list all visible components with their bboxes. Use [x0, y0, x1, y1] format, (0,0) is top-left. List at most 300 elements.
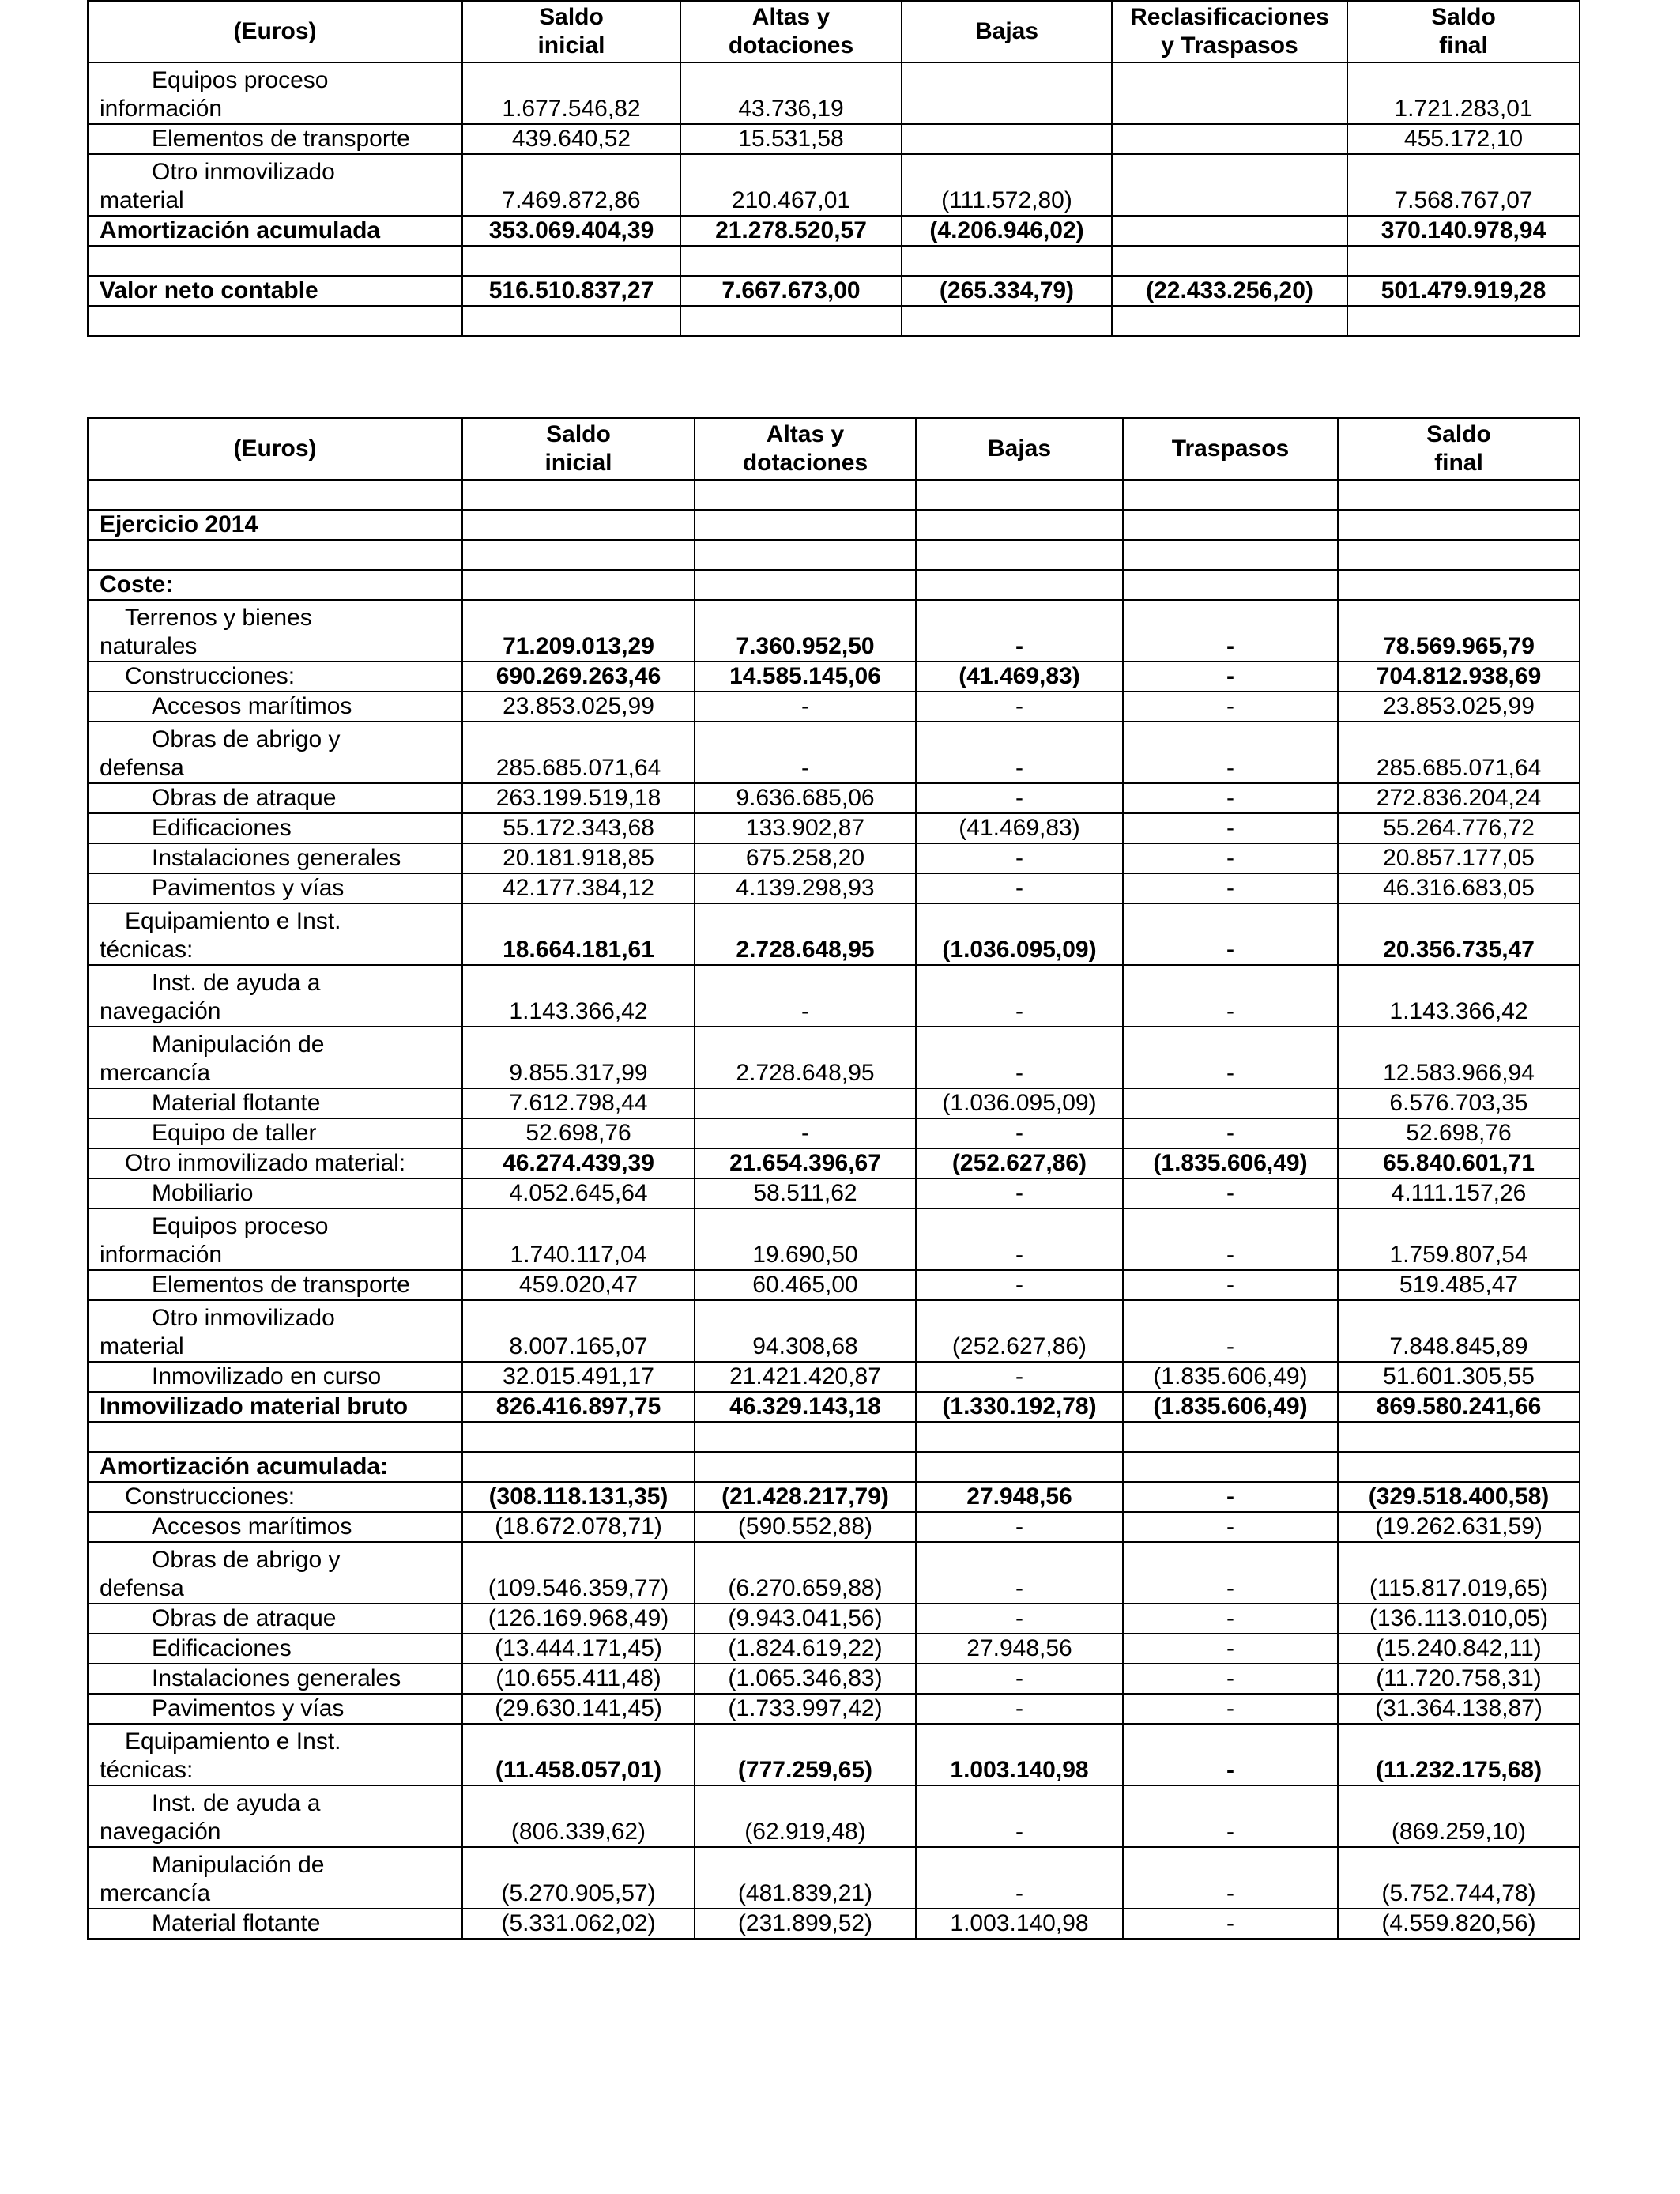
cell-value: 869.580.241,66: [1338, 1392, 1580, 1422]
table-row: [88, 154, 1580, 216]
table-row: [88, 1270, 1580, 1300]
row-label-text: Edificaciones: [152, 815, 292, 841]
cell-value: (4.559.820,56): [1338, 1909, 1580, 1939]
row-label-text: Valor neto contable: [100, 277, 318, 303]
cell-value: 7.667.673,00: [680, 276, 902, 306]
row-label-continuation: técnicas:: [100, 937, 194, 963]
cell-value: 1.003.140,98: [916, 1724, 1123, 1785]
row-label-text: [100, 1423, 450, 1451]
cell-value: [462, 480, 695, 510]
row-label-text: Pavimentos y vías: [152, 1695, 345, 1721]
table-row: [88, 1634, 1580, 1664]
row-label: [88, 1634, 462, 1664]
column-header-line: Traspasos: [1171, 435, 1290, 462]
row-label: [88, 1027, 462, 1088]
column-header-line: y Traspasos: [1161, 32, 1298, 58]
cell-value: (252.627,86): [916, 1148, 1123, 1178]
cell-value: -: [1123, 1604, 1338, 1634]
row-label-text: Otro inmovilizado: [152, 1305, 335, 1331]
row-label-text: [100, 481, 450, 509]
row-label-text: Edificaciones: [152, 1635, 292, 1661]
cell-value: -: [1123, 1300, 1338, 1362]
row-label: [88, 662, 462, 692]
cell-value: -: [1123, 1785, 1338, 1847]
cell-value: (10.655.411,48): [462, 1664, 695, 1694]
cell-value: (9.943.041,56): [695, 1604, 916, 1634]
table-row: [88, 1512, 1580, 1542]
column-header-line: dotaciones: [742, 450, 868, 476]
row-label: [88, 1604, 462, 1634]
column-header: [88, 1, 462, 62]
cell-value: (19.262.631,59): [1338, 1512, 1580, 1542]
column-header: [1112, 1, 1347, 62]
cell-value: -: [1123, 722, 1338, 783]
cell-value: -: [916, 1178, 1123, 1208]
table-row: [88, 1208, 1580, 1270]
cell-value: [1347, 306, 1580, 336]
column-header-line: Saldo: [1426, 421, 1491, 447]
cell-value: (1.330.192,78): [916, 1392, 1123, 1422]
cell-value: 675.258,20: [695, 843, 916, 873]
cell-value: 7.469.872,86: [462, 154, 680, 216]
cell-value: -: [916, 1270, 1123, 1300]
cell-value: 1.721.283,01: [1347, 62, 1580, 124]
row-label: [88, 1178, 462, 1208]
cell-value: 27.948,56: [916, 1634, 1123, 1664]
column-header: [1123, 418, 1338, 480]
row-label: [88, 1118, 462, 1148]
cell-value: -: [916, 873, 1123, 903]
cell-value: [902, 306, 1112, 336]
cell-value: [695, 540, 916, 570]
row-label-continuation: defensa: [100, 1575, 184, 1601]
cell-value: -: [695, 692, 916, 722]
cell-value: (22.433.256,20): [1112, 276, 1347, 306]
row-label: [88, 1088, 462, 1118]
row-label-continuation: naturales: [100, 633, 198, 659]
cell-value: 18.664.181,61: [462, 903, 695, 965]
table-row: [88, 965, 1580, 1027]
table-row: [88, 1724, 1580, 1785]
cell-value: 704.812.938,69: [1338, 662, 1580, 692]
cell-value: [680, 246, 902, 276]
cell-value: [695, 1422, 916, 1452]
cell-value: 6.576.703,35: [1338, 1088, 1580, 1118]
row-label: [88, 1422, 462, 1452]
row-label-continuation: información: [100, 96, 223, 122]
column-header-line: dotaciones: [728, 32, 854, 58]
cell-value: [916, 1452, 1123, 1482]
row-label: [88, 1362, 462, 1392]
cell-value: [1112, 306, 1347, 336]
cell-value: (231.899,52): [695, 1909, 916, 1939]
row-label-text: Equipo de taller: [152, 1120, 317, 1146]
row-label-text: Instalaciones generales: [152, 1665, 401, 1691]
cell-value: -: [916, 1118, 1123, 1148]
row-label-text: Elementos de transporte: [152, 126, 410, 152]
cell-value: (1.036.095,09): [916, 1088, 1123, 1118]
cell-value: 21.654.396,67: [695, 1148, 916, 1178]
cell-value: 43.736,19: [680, 62, 902, 124]
row-label: [88, 813, 462, 843]
cell-value: (1.835.606,49): [1123, 1392, 1338, 1422]
cell-value: -: [916, 1694, 1123, 1724]
cell-value: [1347, 246, 1580, 276]
row-label-text: Equipos proceso: [152, 67, 329, 93]
table-row: [88, 246, 1580, 276]
cell-value: 1.003.140,98: [916, 1909, 1123, 1939]
row-label-continuation: técnicas:: [100, 1757, 194, 1783]
cell-value: -: [916, 1785, 1123, 1847]
column-header-line: (Euros): [233, 18, 317, 44]
cell-value: -: [916, 1664, 1123, 1694]
asset-movements-table-2014: [87, 417, 1580, 1940]
cell-value: 1.740.117,04: [462, 1208, 695, 1270]
cell-value: [462, 246, 680, 276]
row-label: [88, 1452, 462, 1482]
cell-value: (15.240.842,11): [1338, 1634, 1580, 1664]
cell-value: (109.546.359,77): [462, 1542, 695, 1604]
asset-movements-table-continued: [87, 0, 1580, 337]
column-header-line: Bajas: [974, 18, 1039, 44]
cell-value: [1123, 1452, 1338, 1482]
cell-value: [902, 62, 1112, 124]
column-header: [695, 418, 916, 480]
table-row: [88, 276, 1580, 306]
cell-value: -: [1123, 903, 1338, 965]
cell-value: [1338, 510, 1580, 540]
row-label-text: Mobiliario: [152, 1180, 254, 1206]
row-label-text: Inst. de ayuda a: [152, 970, 321, 996]
cell-value: 455.172,10: [1347, 124, 1580, 154]
row-label-text: Terrenos y bienes: [125, 605, 312, 631]
cell-value: [462, 1452, 695, 1482]
row-label-text: Construcciones:: [125, 1483, 296, 1510]
row-label-text: Amortización acumulada:: [100, 1453, 389, 1480]
cell-value: -: [1123, 1847, 1338, 1909]
cell-value: -: [916, 1512, 1123, 1542]
row-label-text: [100, 541, 450, 569]
row-label-text: [100, 247, 450, 275]
row-label: [88, 965, 462, 1027]
cell-value: -: [1123, 1724, 1338, 1785]
table-row: [88, 62, 1580, 124]
cell-value: [1338, 1452, 1580, 1482]
row-label-text: Otro inmovilizado material:: [125, 1150, 406, 1176]
table-row: [88, 1604, 1580, 1634]
cell-value: -: [916, 1847, 1123, 1909]
table-row: [88, 1392, 1580, 1422]
table-row: [88, 843, 1580, 873]
cell-value: 2.728.648,95: [695, 903, 916, 965]
cell-value: -: [1123, 965, 1338, 1027]
cell-value: 55.264.776,72: [1338, 813, 1580, 843]
row-label: [88, 1300, 462, 1362]
row-label: [88, 1512, 462, 1542]
cell-value: 690.269.263,46: [462, 662, 695, 692]
cell-value: [1112, 62, 1347, 124]
row-label: [88, 1208, 462, 1270]
cell-value: 370.140.978,94: [1347, 216, 1580, 246]
cell-value: (13.444.171,45): [462, 1634, 695, 1664]
cell-value: (11.458.057,01): [462, 1724, 695, 1785]
cell-value: 52.698,76: [462, 1118, 695, 1148]
table-row: [88, 1664, 1580, 1694]
table-row: [88, 1148, 1580, 1178]
cell-value: 7.612.798,44: [462, 1088, 695, 1118]
cell-value: [1338, 1422, 1580, 1452]
table-row: [88, 1694, 1580, 1724]
cell-value: (1.824.619,22): [695, 1634, 916, 1664]
column-header-line: Reclasificaciones: [1130, 4, 1329, 30]
cell-value: (41.469,83): [916, 813, 1123, 843]
row-label: [88, 1664, 462, 1694]
cell-value: -: [1123, 1178, 1338, 1208]
cell-value: [1123, 510, 1338, 540]
cell-value: [1112, 154, 1347, 216]
table-row: [88, 1300, 1580, 1362]
cell-value: -: [916, 600, 1123, 662]
row-label: [88, 1270, 462, 1300]
cell-value: (11.720.758,31): [1338, 1664, 1580, 1694]
row-label: [88, 1847, 462, 1909]
cell-value: -: [916, 783, 1123, 813]
table-header: [88, 1, 1580, 62]
cell-value: -: [916, 965, 1123, 1027]
cell-value: (62.919,48): [695, 1785, 916, 1847]
table-row: [88, 540, 1580, 570]
cell-value: 4.111.157,26: [1338, 1178, 1580, 1208]
cell-value: 55.172.343,68: [462, 813, 695, 843]
cell-value: [462, 510, 695, 540]
cell-value: -: [1123, 1634, 1338, 1664]
column-header-line: final: [1434, 450, 1483, 476]
row-label-text: Instalaciones generales: [152, 845, 401, 871]
table-row: [88, 1118, 1580, 1148]
row-label-text: Material flotante: [152, 1910, 321, 1936]
row-label-continuation: información: [100, 1242, 223, 1268]
cell-value: 459.020,47: [462, 1270, 695, 1300]
cell-value: -: [1123, 662, 1338, 692]
cell-value: 42.177.384,12: [462, 873, 695, 903]
cell-value: 20.181.918,85: [462, 843, 695, 873]
row-label-text: Ejercicio 2014: [100, 511, 258, 537]
cell-value: 826.416.897,75: [462, 1392, 695, 1422]
table-row: [88, 1422, 1580, 1452]
cell-value: (308.118.131,35): [462, 1482, 695, 1512]
row-label-text: Manipulación de: [152, 1852, 325, 1878]
row-label: [88, 124, 462, 154]
row-label: [88, 1482, 462, 1512]
cell-value: 210.467,01: [680, 154, 902, 216]
table-row: [88, 1178, 1580, 1208]
cell-value: (1.065.346,83): [695, 1664, 916, 1694]
cell-value: (21.428.217,79): [695, 1482, 916, 1512]
cell-value: [1112, 216, 1347, 246]
row-label-text: Inmovilizado en curso: [152, 1363, 382, 1389]
cell-value: (29.630.141,45): [462, 1694, 695, 1724]
cell-value: [902, 124, 1112, 154]
cell-value: -: [1123, 1270, 1338, 1300]
cell-value: [695, 1088, 916, 1118]
row-label-continuation: defensa: [100, 755, 184, 781]
cell-value: [1123, 480, 1338, 510]
cell-value: 51.601.305,55: [1338, 1362, 1580, 1392]
row-label-text: Coste:: [100, 571, 174, 598]
cell-value: (265.334,79): [902, 276, 1112, 306]
cell-value: 519.485,47: [1338, 1270, 1580, 1300]
cell-value: 1.143.366,42: [1338, 965, 1580, 1027]
cell-value: [916, 1422, 1123, 1452]
cell-value: 9.636.685,06: [695, 783, 916, 813]
cell-value: 32.015.491,17: [462, 1362, 695, 1392]
cell-value: (481.839,21): [695, 1847, 916, 1909]
cell-value: -: [916, 692, 1123, 722]
cell-value: (31.364.138,87): [1338, 1694, 1580, 1724]
cell-value: 501.479.919,28: [1347, 276, 1580, 306]
cell-value: [1338, 570, 1580, 600]
column-header: [462, 418, 695, 480]
table-row: [88, 1362, 1580, 1392]
cell-value: -: [1123, 600, 1338, 662]
cell-value: 94.308,68: [695, 1300, 916, 1362]
row-label: [88, 1909, 462, 1939]
column-header: [462, 1, 680, 62]
cell-value: (18.672.078,71): [462, 1512, 695, 1542]
row-label-text: Obras de atraque: [152, 785, 337, 811]
cell-value: -: [695, 1118, 916, 1148]
row-label-continuation: material: [100, 187, 184, 213]
cell-value: [462, 306, 680, 336]
cell-value: (1.036.095,09): [916, 903, 1123, 965]
row-label: [88, 510, 462, 540]
table-row: [88, 600, 1580, 662]
cell-value: [462, 570, 695, 600]
column-header: [88, 418, 462, 480]
column-header: [680, 1, 902, 62]
row-label-text: Equipamiento e Inst.: [125, 908, 341, 934]
cell-value: 1.143.366,42: [462, 965, 695, 1027]
table-row: [88, 813, 1580, 843]
cell-value: -: [1123, 692, 1338, 722]
cell-value: [462, 540, 695, 570]
cell-value: 7.360.952,50: [695, 600, 916, 662]
cell-value: [1112, 124, 1347, 154]
row-label-text: Construcciones:: [125, 663, 296, 689]
cell-value: 20.356.735,47: [1338, 903, 1580, 965]
cell-value: -: [695, 965, 916, 1027]
column-header-line: inicial: [537, 32, 605, 58]
cell-value: 12.583.966,94: [1338, 1027, 1580, 1088]
row-label: [88, 62, 462, 124]
cell-value: (1.835.606,49): [1123, 1362, 1338, 1392]
cell-value: (4.206.946,02): [902, 216, 1112, 246]
cell-value: [695, 480, 916, 510]
row-label-text: Inmovilizado material bruto: [100, 1393, 409, 1419]
cell-value: [916, 480, 1123, 510]
row-label-text: Obras de atraque: [152, 1605, 337, 1631]
cell-value: 65.840.601,71: [1338, 1148, 1580, 1178]
column-header-line: Bajas: [987, 435, 1052, 462]
cell-value: (5.270.905,57): [462, 1847, 695, 1909]
cell-value: -: [1123, 1909, 1338, 1939]
row-label-text: Accesos marítimos: [152, 1514, 352, 1540]
cell-value: 23.853.025,99: [462, 692, 695, 722]
cell-value: (136.113.010,05): [1338, 1604, 1580, 1634]
cell-value: [462, 1422, 695, 1452]
column-header-line: final: [1439, 32, 1488, 58]
row-label-continuation: mercancía: [100, 1060, 211, 1086]
cell-value: (111.572,80): [902, 154, 1112, 216]
cell-value: -: [1123, 1542, 1338, 1604]
row-label: [88, 1542, 462, 1604]
row-label: [88, 903, 462, 965]
table-row: [88, 216, 1580, 246]
column-header-line: Saldo: [539, 4, 604, 30]
cell-value: 14.585.145,06: [695, 662, 916, 692]
column-header: [1347, 1, 1580, 62]
row-label: [88, 1785, 462, 1847]
row-label: [88, 843, 462, 873]
cell-value: (777.259,65): [695, 1724, 916, 1785]
cell-value: [695, 570, 916, 600]
row-label-text: Accesos marítimos: [152, 693, 352, 719]
cell-value: (41.469,83): [916, 662, 1123, 692]
column-header: [916, 418, 1123, 480]
row-label: [88, 246, 462, 276]
cell-value: (11.232.175,68): [1338, 1724, 1580, 1785]
cell-value: -: [1123, 1482, 1338, 1512]
cell-value: [1112, 246, 1347, 276]
cell-value: (5.331.062,02): [462, 1909, 695, 1939]
table-row: [88, 783, 1580, 813]
row-label-text: Equipos proceso: [152, 1213, 329, 1239]
table-row: [88, 1909, 1580, 1939]
row-label-text: Elementos de transporte: [152, 1272, 410, 1298]
table-row: [88, 903, 1580, 965]
row-label: [88, 570, 462, 600]
cell-value: 71.209.013,29: [462, 600, 695, 662]
row-label: [88, 722, 462, 783]
cell-value: (6.270.659,88): [695, 1542, 916, 1604]
cell-value: (869.259,10): [1338, 1785, 1580, 1847]
table-row: [88, 662, 1580, 692]
row-label-text: Inst. de ayuda a: [152, 1790, 321, 1816]
cell-value: (1.733.997,42): [695, 1694, 916, 1724]
cell-value: -: [1123, 783, 1338, 813]
table-row: [88, 570, 1580, 600]
cell-value: 46.274.439,39: [462, 1148, 695, 1178]
table-row: [88, 1027, 1580, 1088]
cell-value: -: [1123, 813, 1338, 843]
cell-value: (329.518.400,58): [1338, 1482, 1580, 1512]
column-header-line: inicial: [544, 450, 612, 476]
row-label-continuation: mercancía: [100, 1880, 211, 1906]
cell-value: 78.569.965,79: [1338, 600, 1580, 662]
row-label: [88, 1724, 462, 1785]
cell-value: [916, 540, 1123, 570]
row-label-text: Pavimentos y vías: [152, 875, 345, 901]
cell-value: -: [1123, 1512, 1338, 1542]
table-body: [88, 62, 1580, 336]
row-label-text: [100, 307, 450, 335]
cell-value: [1123, 540, 1338, 570]
cell-value: 2.728.648,95: [695, 1027, 916, 1088]
cell-value: [1338, 480, 1580, 510]
table-row: [88, 480, 1580, 510]
cell-value: (115.817.019,65): [1338, 1542, 1580, 1604]
cell-value: [695, 1452, 916, 1482]
